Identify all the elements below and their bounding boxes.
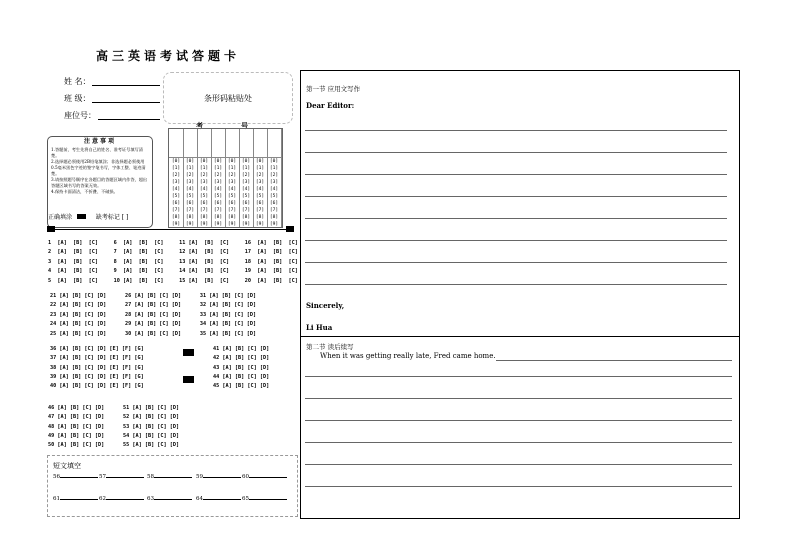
exam-digit-bubble[interactable]: [7] [199,208,209,213]
exam-digit-entry[interactable] [169,129,183,158]
choice-row[interactable]: 47 [A] [B] [C] [D] 52 [A] [B] [C] [D] [48,414,180,420]
seat-field[interactable] [98,119,160,120]
choice-row[interactable]: 5 [A] [B] [C] 10 [A] [B] [C] 15 [A] [B] [C] 20 [A] [B] [C] [48,278,298,284]
letter-closing: Sincerely, [306,301,345,310]
page-title: 高三英语考试答题卡 [96,49,241,63]
exam-digit-bubble[interactable]: [2] [255,173,265,178]
exam-digit-bubble[interactable]: [4] [171,187,181,192]
exam-digit-bubble[interactable]: [4] [269,187,279,192]
exam-digit-bubble[interactable]: [4] [255,187,265,192]
exam-digit-bubble[interactable]: [0] [269,159,279,164]
correct-fill-sample [77,214,86,219]
exam-digit-bubble[interactable]: [2] [227,173,237,178]
exam-digit-bubble[interactable]: [9] [199,222,209,227]
exam-digit-bubble[interactable]: [1] [227,166,237,171]
section2-heading: 第二节 读后续写 [306,343,354,351]
exam-digit-bubble[interactable]: [3] [241,180,251,185]
writing-line[interactable] [305,420,732,421]
correct-fill-label: 正确填涂 [48,214,73,221]
writing-line[interactable] [305,130,727,131]
choice-row[interactable]: 37 [A] [B] [C] [D] [E] [F] [G] [50,355,144,361]
exam-digit-bubble[interactable]: [1] [241,166,251,171]
exam-digit-bubble[interactable]: [8] [199,215,209,220]
exam-digit-bubble[interactable]: [4] [213,187,223,192]
choice-row[interactable]: 1 [A] [B] [C] 6 [A] [B] [C] 11 [A] [B] [C] 16 [A] [B] [C] [48,240,298,246]
fill-blank-section [47,455,298,517]
choice-row[interactable]: 40 [A] [B] [C] [D] [E] [F] [G] [50,383,144,389]
exam-digit-bubble[interactable]: [2] [269,173,279,178]
alignment-mark [183,376,194,383]
exam-digit-bubble[interactable]: [5] [185,194,195,199]
writing-line[interactable] [305,174,727,175]
blank-item[interactable]: 64 [196,496,241,502]
exam-digit-bubble[interactable]: [1] [199,166,209,171]
exam-digit-bubble[interactable]: [7] [227,208,237,213]
choice-row[interactable]: 2 [A] [B] [C] 7 [A] [B] [C] 12 [A] [B] [C] 17 [A] [B] [C] [48,249,298,255]
exam-digit-column[interactable] [267,129,282,227]
notes-line: 4.保持卡面清洁，不折叠、不破损。 [51,189,118,194]
choice-row[interactable]: 4 [A] [B] [C] 9 [A] [B] [C] 14 [A] [B] [C] 19 [A] [B] [C] [48,268,298,274]
exam-digit-bubble[interactable]: [0] [227,159,237,164]
absent-mark-box[interactable]: [ ] [121,214,129,221]
choice-row[interactable]: 42 [A] [B] [C] [D] [213,355,270,361]
exam-digit-bubble[interactable]: [3] [213,180,223,185]
choice-row[interactable]: 25 [A] [B] [C] [D] 30 [A] [B] [C] [D] 35 [A] [B] [C] [D] [50,331,257,337]
letter-signature: Li Hua [306,323,333,332]
exam-digit-bubble[interactable]: [7] [255,208,265,213]
exam-digit-bubble[interactable]: [5] [241,194,251,199]
choice-row[interactable]: 38 [A] [B] [C] [D] [E] [F] [G] [50,365,144,371]
exam-digit-bubble[interactable]: [3] [171,180,181,185]
exam-digit-entry[interactable] [211,129,225,158]
blank-item[interactable]: 63 [147,496,192,502]
notes-line: 2.选择题必须使用2B铅笔填涂；非选择题必须使用0.5毫米黑色字迹的签字笔书写，字体工整、笔迹清楚。 [51,159,146,176]
blank-item[interactable]: 58 [147,474,192,480]
exam-digit-bubble[interactable]: [9] [255,222,265,227]
exam-digit-bubble[interactable]: [6] [213,201,223,206]
exam-digit-bubble[interactable]: [3] [199,180,209,185]
exam-digit-bubble[interactable]: [1] [255,166,265,171]
writing-line[interactable] [305,398,732,399]
name-field[interactable] [92,85,160,86]
choice-row[interactable]: 24 [A] [B] [C] [D] 29 [A] [B] [C] [D] 34 [A] [B] [C] [D] [50,321,257,327]
choice-row[interactable]: 22 [A] [B] [C] [D] 27 [A] [B] [C] [D] 32 [A] [B] [C] [D] [50,302,257,308]
exam-digit-bubble[interactable]: [8] [269,215,279,220]
exam-digit-bubble[interactable]: [1] [269,166,279,171]
blank-item[interactable]: 56 [53,474,98,480]
choice-row[interactable]: 36 [A] [B] [C] [D] [E] [F] [G] [50,346,144,352]
exam-digit-bubble[interactable]: [7] [185,208,195,213]
exam-digit-bubble[interactable]: [0] [213,159,223,164]
choice-row[interactable]: 43 [A] [B] [C] [D] [213,365,270,371]
blank-item[interactable]: 60 [242,474,287,480]
exam-digit-column[interactable] [253,129,268,227]
exam-digit-bubble[interactable]: [0] [185,159,195,164]
writing-line[interactable] [305,442,732,443]
exam-digit-bubble[interactable]: [9] [241,222,251,227]
exam-digit-bubble[interactable]: [5] [227,194,237,199]
exam-digit-column[interactable] [169,129,184,227]
blank-item[interactable]: 65 [242,496,287,502]
exam-digit-bubble[interactable]: [5] [213,194,223,199]
writing-line[interactable] [305,240,727,241]
section1-heading: 第一节 应用文写作 [306,85,361,93]
blank-item[interactable]: 57 [99,474,144,480]
exam-digit-bubble[interactable]: [0] [255,159,265,164]
exam-digit-bubble[interactable]: [7] [269,208,279,213]
choice-row[interactable]: 49 [A] [B] [C] [D] 54 [A] [B] [C] [D] [48,433,180,439]
exam-digit-bubble[interactable]: [7] [171,208,181,213]
exam-digit-bubble[interactable]: [4] [241,187,251,192]
exam-digit-bubble[interactable]: [6] [255,201,265,206]
class-field[interactable] [92,102,160,103]
blank-item[interactable]: 61 [53,496,98,502]
exam-digit-bubble[interactable]: [3] [185,180,195,185]
exam-digit-column[interactable] [225,129,240,227]
exam-digit-bubble[interactable]: [9] [185,222,195,227]
writing-line[interactable] [305,464,732,465]
absent-mark-label: 缺考标记 [95,214,120,221]
choice-row[interactable]: 23 [A] [B] [C] [D] 28 [A] [B] [C] [D] 33 [A] [B] [C] [D] [50,312,257,318]
exam-digit-bubble[interactable]: [6] [269,201,279,206]
exam-digit-bubble[interactable]: [8] [255,215,265,220]
writing-line[interactable] [305,284,727,285]
exam-number-label-left: 考 [196,121,203,130]
section-divider [300,336,740,337]
exam-digit-bubble[interactable]: [1] [213,166,223,171]
separator-mark-right [286,226,294,232]
mark-example-row [48,212,128,221]
continuation-prompt: When it was getting really late, Fred came home. [320,352,496,360]
exam-digit-bubble[interactable]: [8] [171,215,181,220]
writing-line[interactable] [305,152,727,153]
exam-digit-bubble[interactable]: [5] [255,194,265,199]
writing-line[interactable] [305,262,727,263]
exam-digit-bubble[interactable]: [6] [171,201,181,206]
exam-number-label-right: 号 [241,121,248,130]
exam-digit-bubble[interactable]: [1] [185,166,195,171]
barcode-label: 条形码粘贴处 [204,93,252,103]
separator-line [48,229,292,230]
exam-digit-bubble[interactable]: [4] [227,187,237,192]
barcode-area [163,72,293,124]
exam-digit-column[interactable] [183,129,198,227]
exam-digit-bubble[interactable]: [5] [199,194,209,199]
exam-digit-bubble[interactable]: [4] [199,187,209,192]
exam-digit-bubble[interactable]: [0] [241,159,251,164]
exam-digit-bubble[interactable]: [3] [269,180,279,185]
choice-row[interactable]: 48 [A] [B] [C] [D] 53 [A] [B] [C] [D] [48,424,180,430]
notes-line: 1.答题前，考生先将自己的姓名、准考证号填写清楚。 [51,147,143,158]
exam-digit-entry[interactable] [225,129,239,158]
choice-row[interactable]: 45 [A] [B] [C] [D] [213,383,270,389]
exam-digit-bubble[interactable]: [8] [227,215,237,220]
exam-digit-bubble[interactable]: [1] [171,166,181,171]
seat-label: 座位号： [64,111,96,120]
exam-digit-column[interactable] [239,129,254,227]
exam-digit-entry[interactable] [253,129,267,158]
exam-digit-bubble[interactable]: [8] [241,215,251,220]
fill-blank-title: 短文填空 [53,462,81,470]
exam-digit-bubble[interactable]: [7] [213,208,223,213]
exam-digit-bubble[interactable]: [3] [227,180,237,185]
exam-digit-bubble[interactable]: [9] [227,222,237,227]
exam-digit-bubble[interactable]: [2] [213,173,223,178]
exam-digit-bubble[interactable]: [3] [255,180,265,185]
exam-digit-bubble[interactable]: [2] [199,173,209,178]
writing-section [300,70,740,519]
exam-digit-bubble[interactable]: [4] [185,187,195,192]
choice-row[interactable]: 21 [A] [B] [C] [D] 26 [A] [B] [C] [D] 31 [A] [B] [C] [D] [50,293,257,299]
exam-digit-bubble[interactable]: [2] [171,173,181,178]
exam-digit-bubble[interactable]: [9] [213,222,223,227]
exam-digit-bubble[interactable]: [0] [171,159,181,164]
writing-line[interactable] [305,376,732,377]
letter-greeting: Dear Editor: [306,101,355,110]
exam-digit-bubble[interactable]: [2] [241,173,251,178]
choice-row[interactable]: 44 [A] [B] [C] [D] [213,374,270,380]
exam-digit-bubble[interactable]: [6] [241,201,251,206]
exam-digit-entry[interactable] [197,129,211,158]
exam-digit-entry[interactable] [183,129,197,158]
exam-digit-bubble[interactable]: [6] [185,201,195,206]
alignment-mark [183,349,194,356]
exam-digit-entry[interactable] [267,129,281,158]
writing-line[interactable] [305,196,727,197]
exam-digit-bubble[interactable]: [5] [171,194,181,199]
writing-line[interactable] [305,486,732,487]
exam-digit-bubble[interactable]: [0] [199,159,209,164]
choice-row[interactable]: 41 [A] [B] [C] [D] [213,346,270,352]
choice-row[interactable]: 50 [A] [B] [C] [D] 55 [A] [B] [C] [D] [48,442,180,448]
exam-digit-column[interactable] [197,129,212,227]
exam-digit-column[interactable] [211,129,226,227]
exam-digit-bubble[interactable]: [7] [241,208,251,213]
separator-mark-left [47,226,55,232]
exam-digit-entry[interactable] [239,129,253,158]
exam-digit-bubble[interactable]: [2] [185,173,195,178]
choice-row[interactable]: 46 [A] [B] [C] [D] 51 [A] [B] [C] [D] [48,405,180,411]
choice-row[interactable]: 3 [A] [B] [C] 8 [A] [B] [C] 13 [A] [B] [C] 18 [A] [B] [C] [48,259,298,265]
writing-line[interactable] [496,360,732,361]
exam-digit-bubble[interactable]: [8] [185,215,195,220]
notes-line: 3.请按照题号顺序在各题目的答题区域内作答，超出答题区域书写的答案无效。 [51,177,148,188]
name-label: 姓 名： [64,77,91,86]
blank-item[interactable]: 59 [196,474,241,480]
choice-row[interactable]: 39 [A] [B] [C] [D] [E] [F] [G] [50,374,144,380]
blank-item[interactable]: 62 [99,496,144,502]
class-label: 班 级： [64,94,91,103]
exam-digit-bubble[interactable]: [6] [199,201,209,206]
writing-line[interactable] [305,218,727,219]
exam-digit-bubble[interactable]: [9] [269,222,279,227]
notes-title: 注意事项 [83,138,116,145]
exam-number-grid[interactable] [168,128,283,228]
exam-digit-bubble[interactable]: [9] [171,222,181,227]
exam-digit-bubble[interactable]: [8] [213,215,223,220]
exam-digit-bubble[interactable]: [5] [269,194,279,199]
exam-digit-bubble[interactable]: [6] [227,201,237,206]
